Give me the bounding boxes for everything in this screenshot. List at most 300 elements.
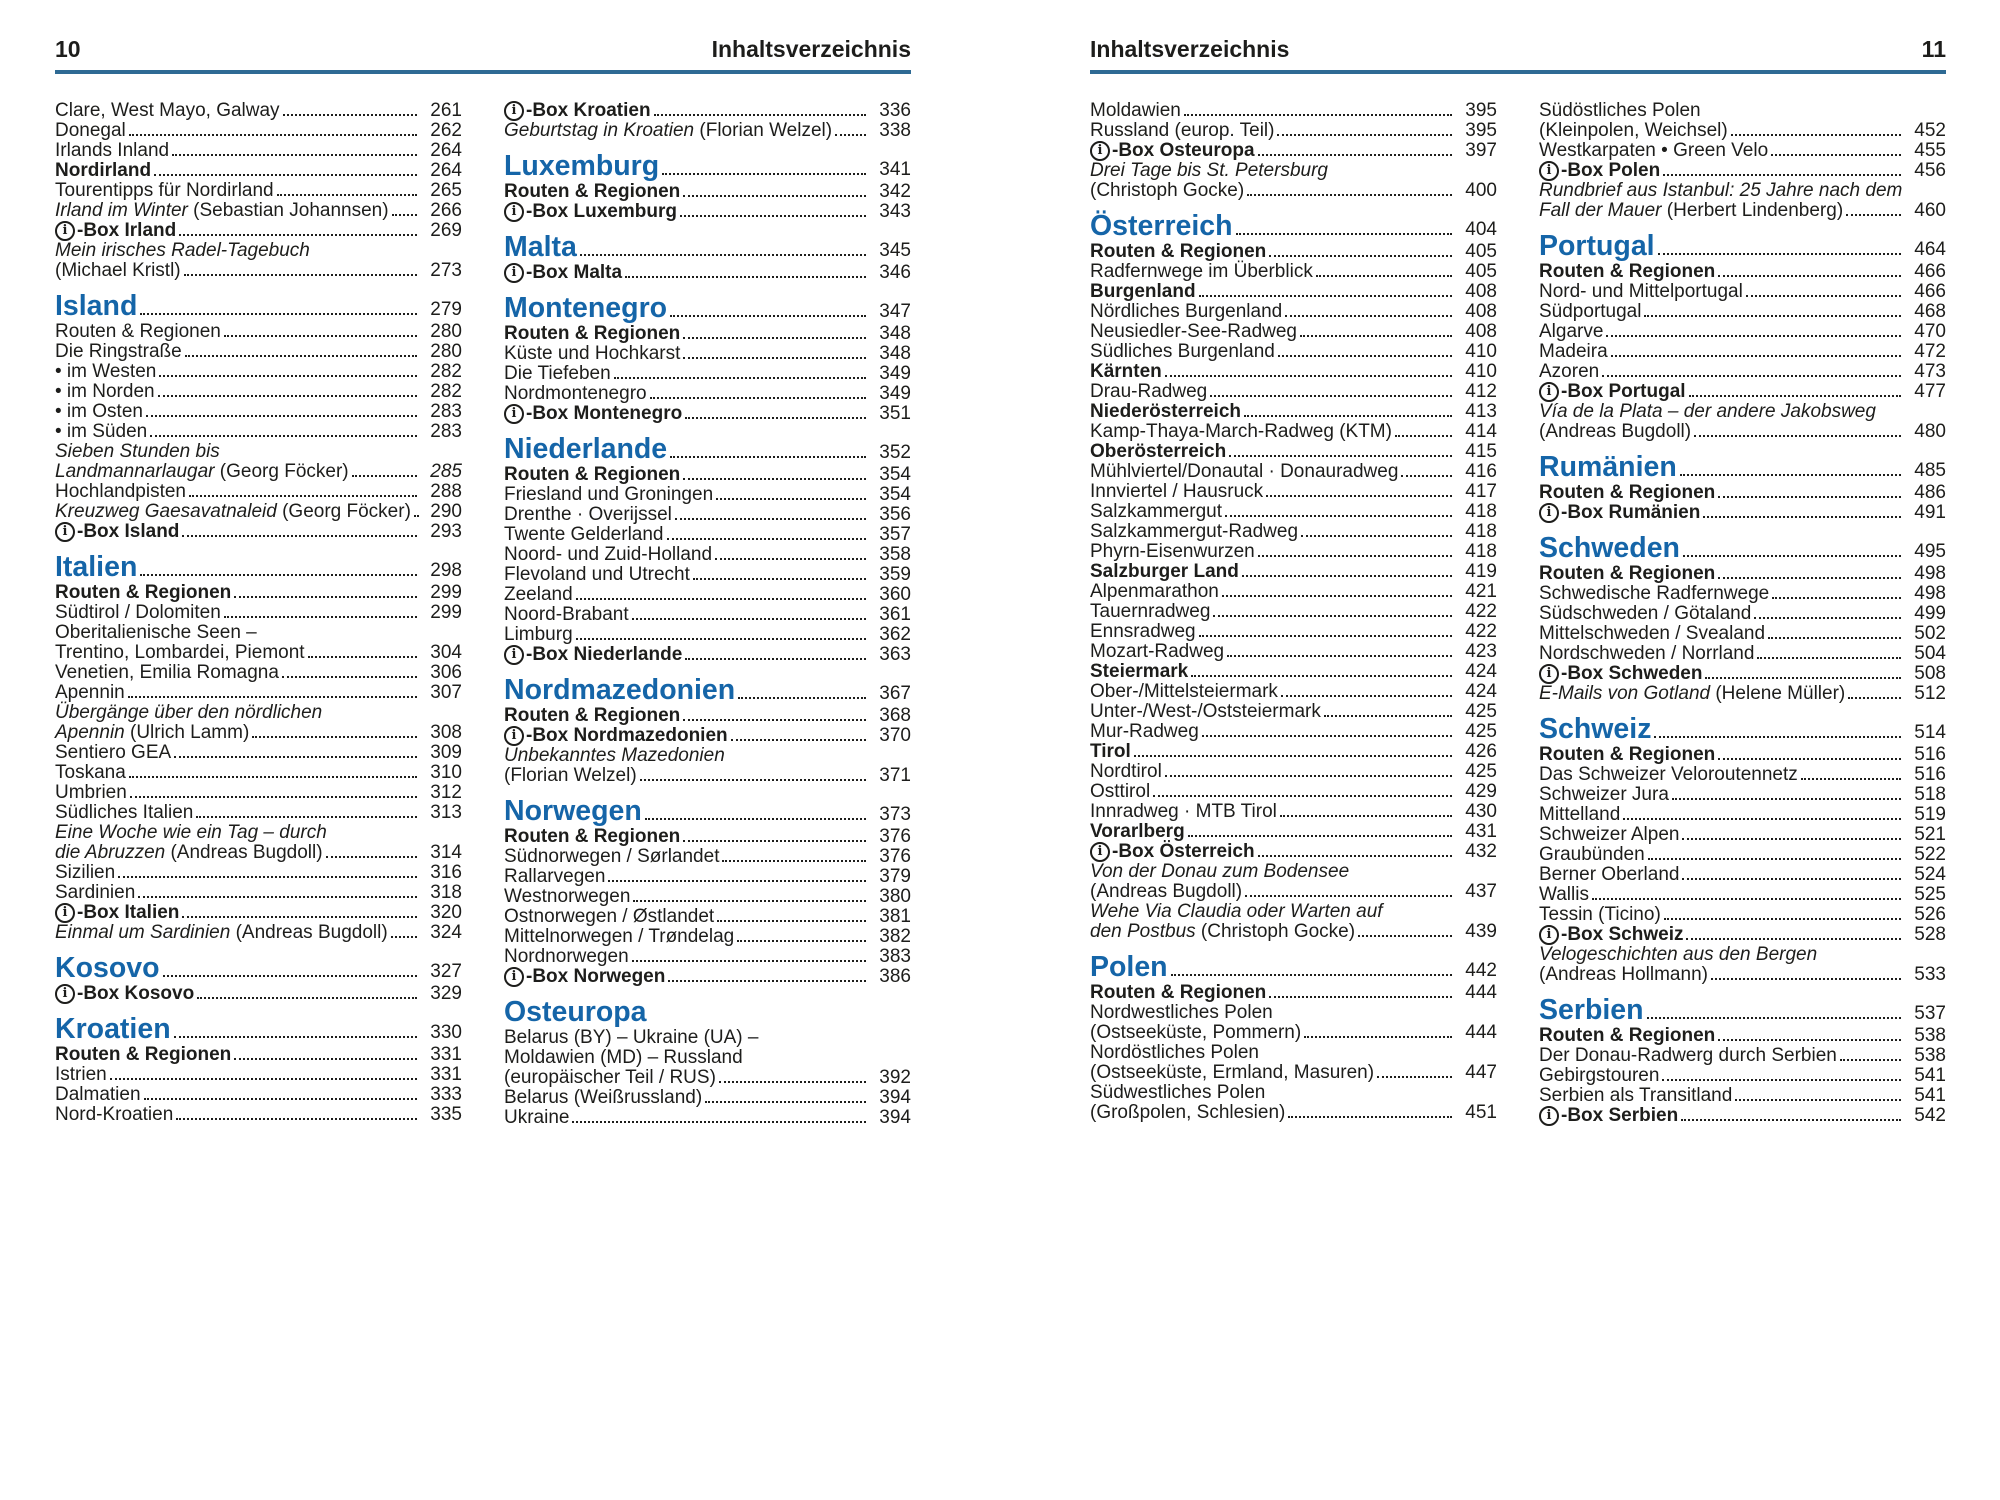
page-ref: 395 xyxy=(1465,100,1497,121)
page-number: 10 xyxy=(55,36,81,62)
entry-title: -Box Montenegro xyxy=(526,403,683,424)
page-ref: 416 xyxy=(1465,461,1497,482)
dot-leader xyxy=(1153,795,1452,797)
entry-title: Nordschweden / Norrland xyxy=(1539,643,1755,664)
dot-leader xyxy=(608,880,866,882)
page-ref: 451 xyxy=(1465,1102,1497,1123)
entry-title: Übergänge über den nördlichen xyxy=(55,702,323,723)
dot-leader xyxy=(670,315,866,317)
dot-leader xyxy=(176,1118,417,1120)
info-circle-icon: i xyxy=(504,101,524,121)
page-ref: 363 xyxy=(879,644,911,665)
toc-entry xyxy=(1539,683,1946,703)
dot-leader xyxy=(572,1121,866,1123)
entry-title: Geburtstag in Kroatien (Florian Welzel) xyxy=(504,120,833,141)
entry-title: Routen & Regionen xyxy=(504,323,681,344)
dot-leader xyxy=(668,980,866,982)
entry-title: Sardinien xyxy=(55,882,136,903)
dot-leader xyxy=(118,876,417,878)
dot-leader xyxy=(1848,697,1901,699)
entry-title: Montenegro xyxy=(504,292,668,324)
page-ref: 537 xyxy=(1914,1003,1946,1024)
dot-leader xyxy=(128,696,417,698)
toc-entry xyxy=(55,421,462,441)
page-header xyxy=(1090,36,1946,74)
toc-entry xyxy=(504,363,911,383)
toc-entry xyxy=(504,946,911,966)
dot-leader xyxy=(1731,134,1901,136)
dot-leader xyxy=(1213,615,1452,617)
toc-entry xyxy=(1539,904,1946,924)
page-ref: 466 xyxy=(1914,261,1946,282)
toc-entry xyxy=(55,140,462,160)
dot-leader xyxy=(835,134,866,136)
entry-title: den Postbus (Christoph Gocke) xyxy=(1090,921,1356,942)
entry-title: Nordwestliches Polen xyxy=(1090,1002,1273,1023)
info-circle-icon: i xyxy=(55,903,75,923)
page-ref: 356 xyxy=(879,504,911,525)
page-ref: 418 xyxy=(1465,521,1497,542)
entry-title: (Großpolen, Schlesien) xyxy=(1090,1102,1286,1123)
dot-leader xyxy=(1647,1017,1901,1019)
page-ref: 362 xyxy=(879,624,911,645)
page-ref: 512 xyxy=(1914,683,1946,704)
dot-leader xyxy=(1694,435,1901,437)
entry-title: Burgenland xyxy=(1090,281,1196,302)
toc-country-heading xyxy=(1539,451,1946,482)
entry-title: Südportugal xyxy=(1539,301,1642,322)
toc-entry xyxy=(504,201,911,221)
dot-leader xyxy=(1772,597,1901,599)
entry-title: Südschweden / Götaland xyxy=(1539,603,1752,624)
toc-entry xyxy=(1539,261,1946,281)
page-ref: 408 xyxy=(1465,301,1497,322)
toc-entry xyxy=(504,1027,911,1047)
page-ref: 285 xyxy=(430,461,462,482)
page-ref: 542 xyxy=(1914,1105,1946,1126)
page-ref: 418 xyxy=(1465,541,1497,562)
entry-title: Niederlande xyxy=(504,433,668,465)
entry-title: Die Ringstraße xyxy=(55,341,182,362)
toc-entry xyxy=(504,524,911,544)
dot-leader xyxy=(1771,154,1901,156)
entry-title: -Box Serbien xyxy=(1561,1105,1679,1126)
page-ref: 331 xyxy=(430,1044,462,1065)
toc-entry xyxy=(504,1107,911,1127)
dot-leader xyxy=(1664,918,1901,920)
toc-country-heading xyxy=(1090,210,1497,241)
dot-leader xyxy=(252,736,417,738)
dot-leader xyxy=(680,215,866,217)
dot-leader xyxy=(717,920,866,922)
entry-title: Malta xyxy=(504,231,577,263)
entry-title: Tessin (Ticino) xyxy=(1539,904,1661,925)
dot-leader xyxy=(1191,675,1452,677)
dot-leader xyxy=(580,254,866,256)
dot-leader xyxy=(172,154,417,156)
dot-leader xyxy=(1258,555,1452,557)
toc-entry xyxy=(55,1044,462,1064)
entry-title: Oberitalienische Seen – xyxy=(55,622,257,643)
dot-leader xyxy=(1703,516,1901,518)
entry-title: Nordnorwegen xyxy=(504,946,629,967)
entry-title: Radfernwege im Überblick xyxy=(1090,261,1313,282)
page-ref: 422 xyxy=(1465,601,1497,622)
page-ref: 405 xyxy=(1465,241,1497,262)
dot-leader xyxy=(1247,194,1452,196)
dot-leader xyxy=(1188,835,1452,837)
header-title: Inhaltsverzeichnis xyxy=(1090,36,1290,62)
dot-leader xyxy=(614,377,866,379)
page-ref: 265 xyxy=(430,180,462,201)
toc-entry xyxy=(1090,561,1497,581)
entry-title: Westkarpaten • Green Velo xyxy=(1539,140,1769,161)
page-ref: 470 xyxy=(1914,321,1946,342)
toc-country-heading xyxy=(1539,994,1946,1025)
entry-title: Kosovo xyxy=(55,952,160,984)
entry-title: Algarve xyxy=(1539,321,1604,342)
toc-entry xyxy=(504,604,911,624)
toc-country-heading xyxy=(504,674,911,705)
page-ref: 525 xyxy=(1914,884,1946,905)
toc-entry xyxy=(1539,381,1946,401)
toc-entry xyxy=(55,461,462,481)
info-circle-icon: i xyxy=(504,967,524,987)
page-ref: 480 xyxy=(1914,421,1946,442)
toc-entry xyxy=(55,341,462,361)
entry-title: -Box Norwegen xyxy=(526,966,666,987)
entry-title: Mühlviertel/Donautal · Donauradweg xyxy=(1090,461,1399,482)
toc-entry xyxy=(1539,1085,1946,1105)
page-ref: 516 xyxy=(1914,764,1946,785)
dot-leader xyxy=(1280,815,1452,817)
dot-leader xyxy=(1705,677,1901,679)
entry-title: Luxemburg xyxy=(504,150,660,182)
dot-leader xyxy=(1711,978,1901,980)
toc-entry xyxy=(504,1087,911,1107)
page-ref: 431 xyxy=(1465,821,1497,842)
entry-title: Fall der Mauer (Herbert Lindenberg) xyxy=(1539,200,1844,221)
entry-title: Russland (europ. Teil) xyxy=(1090,120,1275,141)
dot-leader xyxy=(705,1101,866,1103)
page-left xyxy=(55,0,911,1500)
entry-title: Innradweg · MTB Tirol xyxy=(1090,801,1277,822)
page-ref: 392 xyxy=(879,1067,911,1088)
page-ref: 526 xyxy=(1914,904,1946,925)
toc-entry xyxy=(1090,681,1497,701)
entry-title: Südtirol / Dolomiten xyxy=(55,602,221,623)
dot-leader xyxy=(174,756,417,758)
dot-leader xyxy=(1288,1116,1452,1118)
dot-leader xyxy=(1654,736,1901,738)
entry-title: -Box Luxemburg xyxy=(526,201,677,222)
info-circle-icon: i xyxy=(504,202,524,222)
entry-title: Polen xyxy=(1090,951,1168,983)
toc-entry xyxy=(1090,261,1497,281)
toc-entry xyxy=(1090,361,1497,381)
entry-title: (Andreas Bugdoll) xyxy=(1090,881,1243,902)
entry-title: -Box Kosovo xyxy=(77,983,195,1004)
page-ref: 293 xyxy=(430,521,462,542)
toc-entry xyxy=(1539,160,1946,180)
entry-title: Oberösterreich xyxy=(1090,441,1227,462)
toc-entry xyxy=(1090,441,1497,461)
page-ref: 346 xyxy=(879,262,911,283)
toc-country-heading xyxy=(504,433,911,464)
entry-title: Mittelschweden / Svealand xyxy=(1539,623,1766,644)
page-ref: 516 xyxy=(1914,744,1946,765)
entry-title: Rallarvegen xyxy=(504,866,606,887)
dot-leader xyxy=(184,274,417,276)
entry-title: Kreuzweg Gaesavatnaleid (Georg Föcker) xyxy=(55,501,411,522)
entry-title: (Ostseeküste, Ermland, Masuren) xyxy=(1090,1062,1375,1083)
page-ref: 485 xyxy=(1914,460,1946,481)
dot-leader xyxy=(140,574,417,576)
page-ref: 383 xyxy=(879,946,911,967)
entry-title: Neusiedler-See-Radweg xyxy=(1090,321,1297,342)
dot-leader xyxy=(1686,938,1901,940)
dot-leader xyxy=(576,598,866,600)
entry-title: Sizilien xyxy=(55,862,116,883)
toc-entry xyxy=(504,886,911,906)
entry-title: Südliches Burgenland xyxy=(1090,341,1275,362)
dot-leader xyxy=(1718,275,1901,277)
entry-title: Einmal um Sardinien (Andreas Bugdoll) xyxy=(55,922,388,943)
entry-title: Berner Oberland xyxy=(1539,864,1680,885)
dot-leader xyxy=(1202,735,1452,737)
page-ref: 498 xyxy=(1914,563,1946,584)
toc-entry xyxy=(1090,421,1497,441)
dot-leader xyxy=(716,498,866,500)
dot-leader xyxy=(1199,635,1452,637)
toc-entry xyxy=(1539,643,1946,663)
toc-entry xyxy=(504,484,911,504)
toc-entry xyxy=(1539,1105,1946,1125)
page-ref: 424 xyxy=(1465,661,1497,682)
toc-entry xyxy=(1539,100,1946,120)
entry-title: (Kleinpolen, Weichsel) xyxy=(1539,120,1728,141)
page-ref: 413 xyxy=(1465,401,1497,422)
toc-entry xyxy=(1090,741,1497,761)
entry-title: Limburg xyxy=(504,624,573,645)
dot-leader xyxy=(693,578,866,580)
toc-entry xyxy=(504,705,911,725)
page-ref: 424 xyxy=(1465,681,1497,702)
entry-title: Schweizer Jura xyxy=(1539,784,1669,805)
entry-title: Routen & Regionen xyxy=(1539,563,1716,584)
page-ref: 394 xyxy=(879,1107,911,1128)
page-ref: 345 xyxy=(879,240,911,261)
entry-title: Ober-/Mittelsteiermark xyxy=(1090,681,1278,702)
entry-title: Rundbrief aus Istanbul: 25 Jahre nach dem xyxy=(1539,180,1903,201)
entry-title: Trentino, Lombardei, Piemont xyxy=(55,642,305,663)
toc-entry xyxy=(1090,581,1497,601)
entry-title: Unter-/West-/Oststeiermark xyxy=(1090,701,1321,722)
entry-title: Südliches Italien xyxy=(55,802,194,823)
dot-leader xyxy=(1757,657,1901,659)
toc-entry xyxy=(504,644,911,664)
page-ref: 304 xyxy=(430,642,462,663)
page-ref: 351 xyxy=(879,403,911,424)
toc-entry xyxy=(1539,1045,1946,1065)
entry-title: Island xyxy=(55,290,138,322)
toc-entry xyxy=(55,702,462,722)
toc-entry xyxy=(55,100,462,120)
entry-title: Vorarlberg xyxy=(1090,821,1185,842)
entry-title: Belarus (BY) – Ukraine (UA) – xyxy=(504,1027,759,1048)
entry-title: Südöstliches Polen xyxy=(1539,100,1701,121)
toc-entry xyxy=(55,260,462,280)
page-ref: 368 xyxy=(879,705,911,726)
entry-title: -Box Niederlande xyxy=(526,644,683,665)
page-ref: 426 xyxy=(1465,741,1497,762)
entry-title: Routen & Regionen xyxy=(1090,241,1267,262)
dot-leader xyxy=(1663,174,1901,176)
toc-entry xyxy=(1539,964,1946,984)
page-ref: 533 xyxy=(1914,964,1946,985)
dot-leader xyxy=(308,656,417,658)
entry-title: Routen & Regionen xyxy=(55,1044,232,1065)
dot-leader xyxy=(1658,253,1901,255)
entry-title: Serbien xyxy=(1539,994,1644,1026)
info-circle-icon: i xyxy=(55,221,75,241)
dot-leader xyxy=(1236,233,1452,235)
toc-entry xyxy=(1090,1062,1497,1082)
info-circle-icon: i xyxy=(504,645,524,665)
entry-title: • im Süden xyxy=(55,421,148,442)
entry-title: Routen & Regionen xyxy=(1539,1025,1716,1046)
dot-leader xyxy=(670,456,866,458)
entry-title: Sentiero GEA xyxy=(55,742,172,763)
dot-leader xyxy=(1210,395,1452,397)
page-ref: 280 xyxy=(430,341,462,362)
entry-title: Routen & Regionen xyxy=(504,705,681,726)
page-ref: 349 xyxy=(879,383,911,404)
toc-entry xyxy=(504,1067,911,1087)
toc-entry xyxy=(1539,663,1946,683)
toc-column-3 xyxy=(1090,100,1497,1125)
toc-entry xyxy=(504,584,911,604)
dot-leader xyxy=(632,618,866,620)
dot-leader xyxy=(1242,575,1452,577)
dot-leader xyxy=(662,173,866,175)
page-ref: 264 xyxy=(430,140,462,161)
toc-entry xyxy=(1539,401,1946,421)
page-ref: 261 xyxy=(430,100,462,121)
page-ref: 499 xyxy=(1914,603,1946,624)
dot-leader xyxy=(1281,695,1452,697)
page-ref: 425 xyxy=(1465,721,1497,742)
entry-title: Noord-Brabant xyxy=(504,604,629,625)
toc-entry xyxy=(55,762,462,782)
entry-title: Portugal xyxy=(1539,230,1655,262)
toc-entry xyxy=(504,383,911,403)
toc-entry xyxy=(1090,781,1497,801)
toc-entry xyxy=(1539,623,1946,643)
entry-title: Österreich xyxy=(1090,210,1233,242)
entry-title: Tirol xyxy=(1090,741,1131,762)
page-ref: 412 xyxy=(1465,381,1497,402)
dot-leader xyxy=(1746,295,1901,297)
toc-entry xyxy=(1090,160,1497,180)
toc-entry xyxy=(504,725,911,745)
info-circle-icon: i xyxy=(1539,161,1559,181)
dot-leader xyxy=(1718,1039,1901,1041)
toc-entry xyxy=(504,504,911,524)
entry-title: -Box Portugal xyxy=(1561,381,1686,402)
entry-title: Routen & Regionen xyxy=(1539,744,1716,765)
page-ref: 400 xyxy=(1465,180,1497,201)
dot-leader xyxy=(731,739,866,741)
page-ref: 439 xyxy=(1465,921,1497,942)
page-ref: 308 xyxy=(430,722,462,743)
toc-entry xyxy=(1539,864,1946,884)
toc-entry xyxy=(1090,901,1497,921)
dot-leader xyxy=(1648,858,1901,860)
toc-entry xyxy=(1090,821,1497,841)
toc-entry xyxy=(504,100,911,120)
toc-entry xyxy=(55,521,462,541)
entry-title: Schwedische Radfernwege xyxy=(1539,583,1770,604)
entry-title: (Andreas Bugdoll) xyxy=(1539,421,1692,442)
toc-entry xyxy=(504,926,911,946)
dot-leader xyxy=(1672,798,1901,800)
page-ref: 262 xyxy=(430,120,462,141)
entry-title: Das Schweizer Veloroutennetz xyxy=(1539,764,1798,785)
page-ref: 410 xyxy=(1465,341,1497,362)
entry-title: Nordöstliches Polen xyxy=(1090,1042,1259,1063)
page-ref: 264 xyxy=(430,160,462,181)
dot-leader xyxy=(1682,878,1901,880)
dot-leader xyxy=(1689,395,1901,397)
page-ref: 380 xyxy=(879,886,911,907)
toc-entry xyxy=(1090,281,1497,301)
toc-columns xyxy=(1090,100,1946,1125)
dot-leader xyxy=(189,495,417,497)
toc-country-heading xyxy=(1539,230,1946,261)
dot-leader xyxy=(1244,415,1452,417)
page-ref: 283 xyxy=(430,421,462,442)
dot-leader xyxy=(650,397,866,399)
entry-title: Routen & Regionen xyxy=(504,181,681,202)
entry-title: -Box Kroatien xyxy=(526,100,651,121)
page-ref: 376 xyxy=(879,846,911,867)
entry-title: Die Tiefeben xyxy=(504,363,611,384)
toc-country-heading xyxy=(504,795,911,826)
entry-title: Von der Donau zum Bodensee xyxy=(1090,861,1350,882)
page-ref: 452 xyxy=(1914,120,1946,141)
page-ref: 313 xyxy=(430,802,462,823)
dot-leader xyxy=(667,538,867,540)
page-ref: 541 xyxy=(1914,1065,1946,1086)
toc-entry xyxy=(55,802,462,822)
toc-entry xyxy=(55,983,462,1003)
toc-entry xyxy=(1539,140,1946,160)
entry-title: Salzkammergut xyxy=(1090,501,1222,522)
toc-entry xyxy=(1539,1025,1946,1045)
toc-entry xyxy=(504,966,911,986)
toc-country-heading xyxy=(1539,532,1946,563)
dot-leader xyxy=(138,896,417,898)
dot-leader xyxy=(1227,655,1452,657)
dot-leader xyxy=(110,1078,417,1080)
toc-entry xyxy=(1090,661,1497,681)
toc-entry xyxy=(1539,784,1946,804)
page-ref: 447 xyxy=(1465,1062,1497,1083)
toc-entry xyxy=(55,682,462,702)
entry-title: Salzkammergut-Radweg xyxy=(1090,521,1299,542)
page-ref: 518 xyxy=(1914,784,1946,805)
